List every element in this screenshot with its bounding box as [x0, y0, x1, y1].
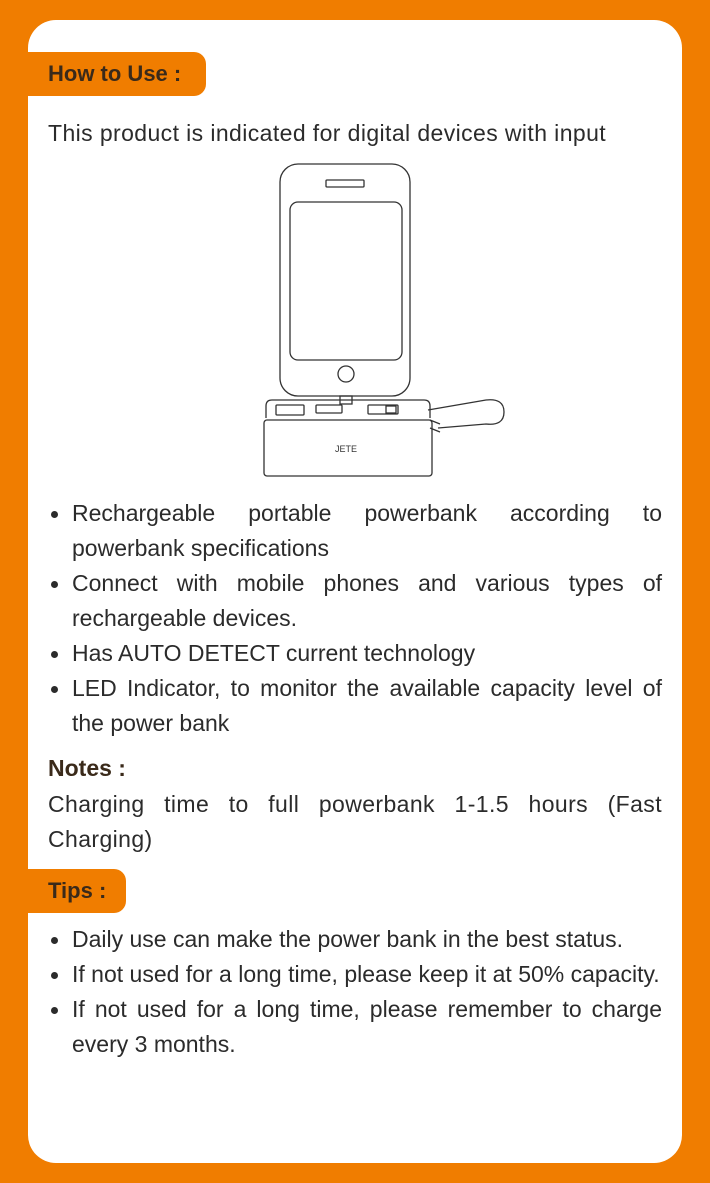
list-item: If not used for a long time, please keep it at 50% capacity. [48, 957, 662, 992]
notes-text: Charging time to full powerbank 1-1.5 hours (Fast Charging) [48, 791, 662, 852]
phone-powerbank-illustration [260, 162, 508, 480]
phone-body [280, 164, 410, 396]
notes-heading: Notes : [48, 755, 126, 781]
instruction-card [28, 20, 682, 1163]
list-item: If not used for a long time, please remember to charge every 3 months. [48, 992, 662, 1062]
list-item: Rechargeable portable powerbank according to powerbank specifications [48, 496, 662, 566]
list-item: Has AUTO DETECT current technology [48, 636, 662, 671]
list-item: Daily use can make the power bank in the best status. [48, 922, 662, 957]
list-item: LED Indicator, to monitor the available capacity level of the power bank [48, 671, 662, 741]
intro-text: This product is indicated for digital devices with input [48, 120, 607, 146]
phone-screen [290, 202, 402, 360]
tips-list [48, 922, 662, 1062]
tips-heading: Tips : [28, 869, 126, 913]
how-to-use-heading: How to Use : [28, 52, 206, 96]
feature-list [48, 496, 662, 741]
phone-speaker [326, 180, 364, 187]
port-left [276, 405, 304, 415]
list-item: Connect with mobile phones and various types of rechargeable devices. [48, 566, 662, 636]
port-center [316, 405, 342, 413]
phone-home-button [338, 366, 354, 382]
brand-label: JETE [334, 444, 358, 454]
